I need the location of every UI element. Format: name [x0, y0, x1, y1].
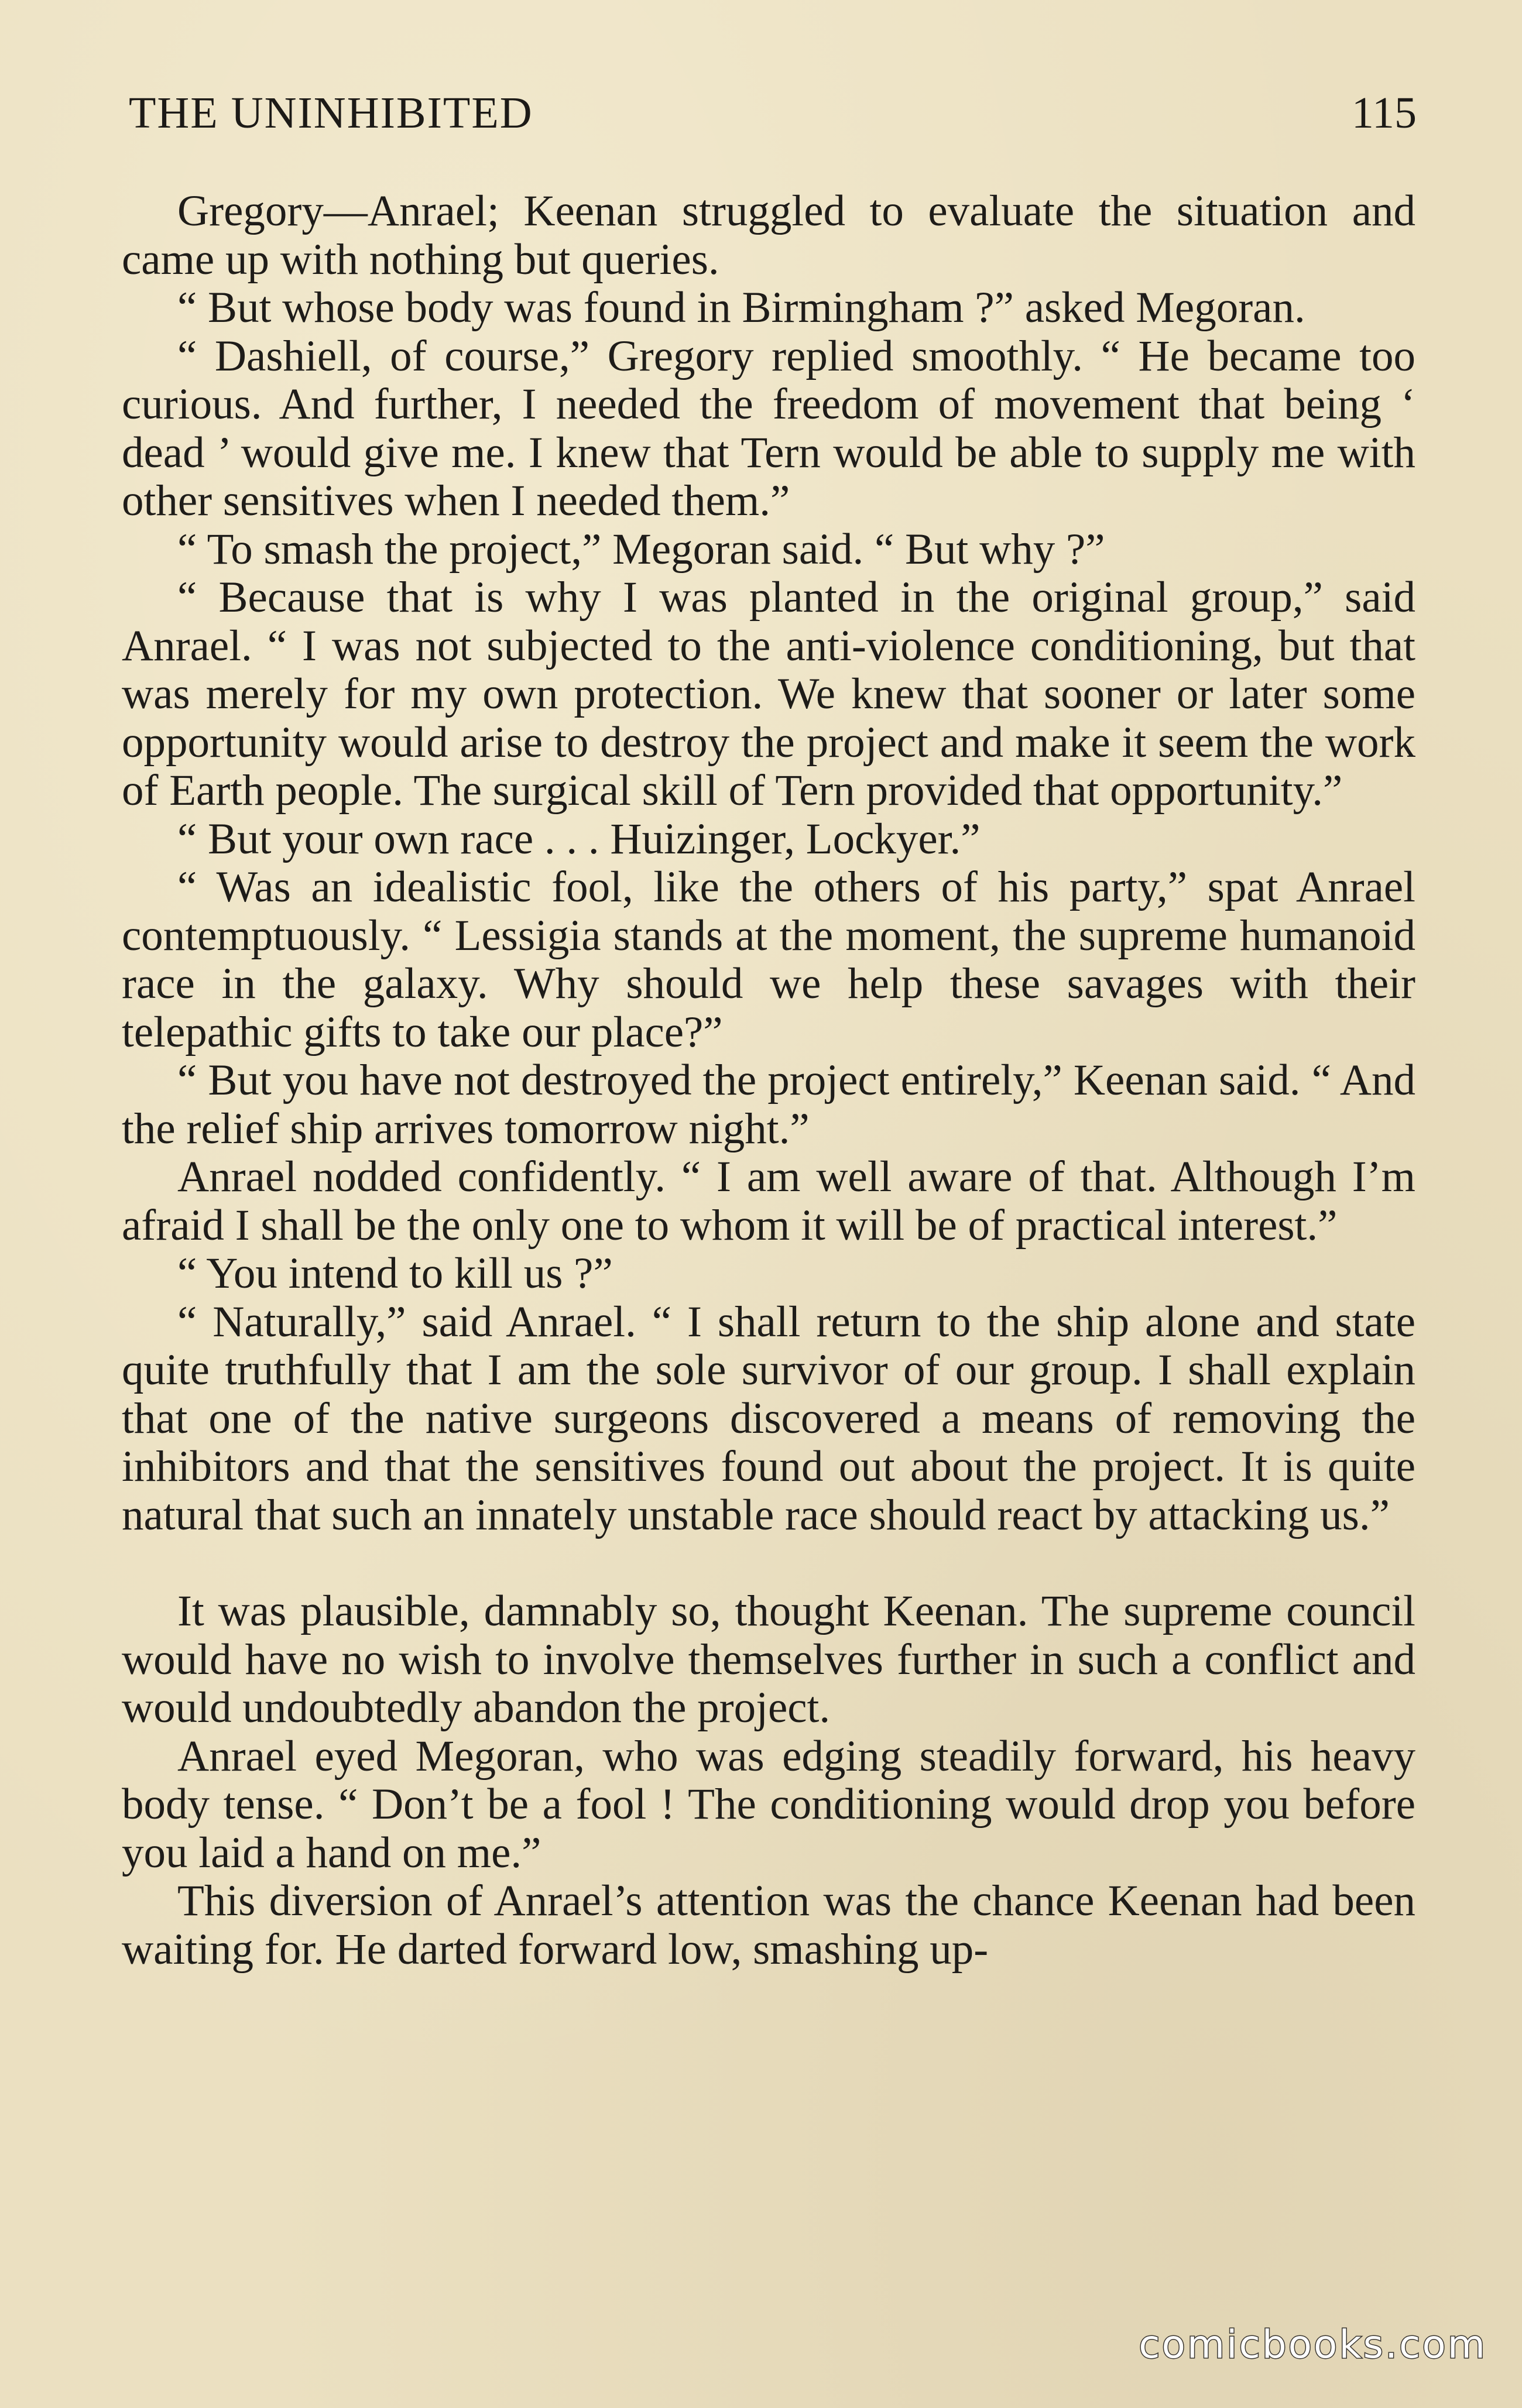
paragraph: “ Because that is why I was planted in the original group,” said Anrael. “ I was not subjected to the anti-violence conditioning, but that was merely for my own protection. We knew that sooner or later some opportunity would arise to destroy the project and make it seem the work of Earth people. The surgical skill of Tern provided that opportunity.”	[122, 573, 1415, 815]
paragraph: Gregory—Anrael; Keenan struggled to evaluate the situation and came up with nothing but queries.	[122, 187, 1415, 284]
paragraph: “ To smash the project,” Megoran said. “ But why ?”	[177, 524, 1105, 574]
body-text	[122, 187, 1415, 1974]
paragraph: It was plausible, damnably so, thought Keenan. The supreme council would have no wish to involve themselves further in such a conflict and would undoubtedly abandon the project.	[122, 1587, 1415, 1732]
running-title: THE UNINHIBITED	[129, 88, 533, 138]
paragraph: This diversion of Anrael’s attention was the chance Keenan had been waiting for. He darted forward low, smashing up-	[122, 1877, 1415, 1974]
paragraph: “ But whose body was found in Birmingham ?” asked Megoran.	[177, 283, 1305, 332]
paragraph: Anrael eyed Megoran, who was edging steadily forward, his heavy body tense. “ Don’t be a fool ! The conditioning would drop you before you laid a hand on me.”	[122, 1731, 1415, 1877]
page-header	[129, 88, 1417, 152]
page-number: 115	[1351, 88, 1417, 138]
paragraph: “ Was an idealistic fool, like the others of his party,” spat Anrael contemptuously. “ Lessigia stands at the moment, the supreme humanoid race in the galaxy. Why should we help these savages with their telepathic gifts to take our place?”	[122, 863, 1415, 1056]
site-watermark: comicbooks.com	[1139, 2322, 1487, 2367]
paragraph: “ But you have not destroyed the project entirely,” Keenan said. “ And the relief ship arrives tomorrow night.”	[122, 1056, 1415, 1153]
paragraph: “ Naturally,” said Anrael. “ I shall return to the ship alone and state quite truthfully that I am the sole survivor of our group. I shall explain that one of the native surgeons discovered a means of removing the inhibitors and that the sensitives found out about the project. It is quite natural that such an innately unstable race should react by attacking us.”	[122, 1297, 1415, 1539]
paragraph: Anrael nodded confidently. “ I am well aware of that. Although I’m afraid I shall be the only one to whom it will be of practical interest.”	[122, 1152, 1415, 1250]
paragraph: “ But your own race . . . Huizinger, Lockyer.”	[177, 814, 981, 863]
paragraph: “ You intend to kill us ?”	[177, 1249, 613, 1298]
paragraph: “ Dashiell, of course,” Gregory replied smoothly. “ He became too curious. And further, I needed the freedom of movement that being ‘ dead ’ would give me. I knew that Tern would be able to supply me with other sensitives when I needed them.”	[122, 331, 1415, 525]
